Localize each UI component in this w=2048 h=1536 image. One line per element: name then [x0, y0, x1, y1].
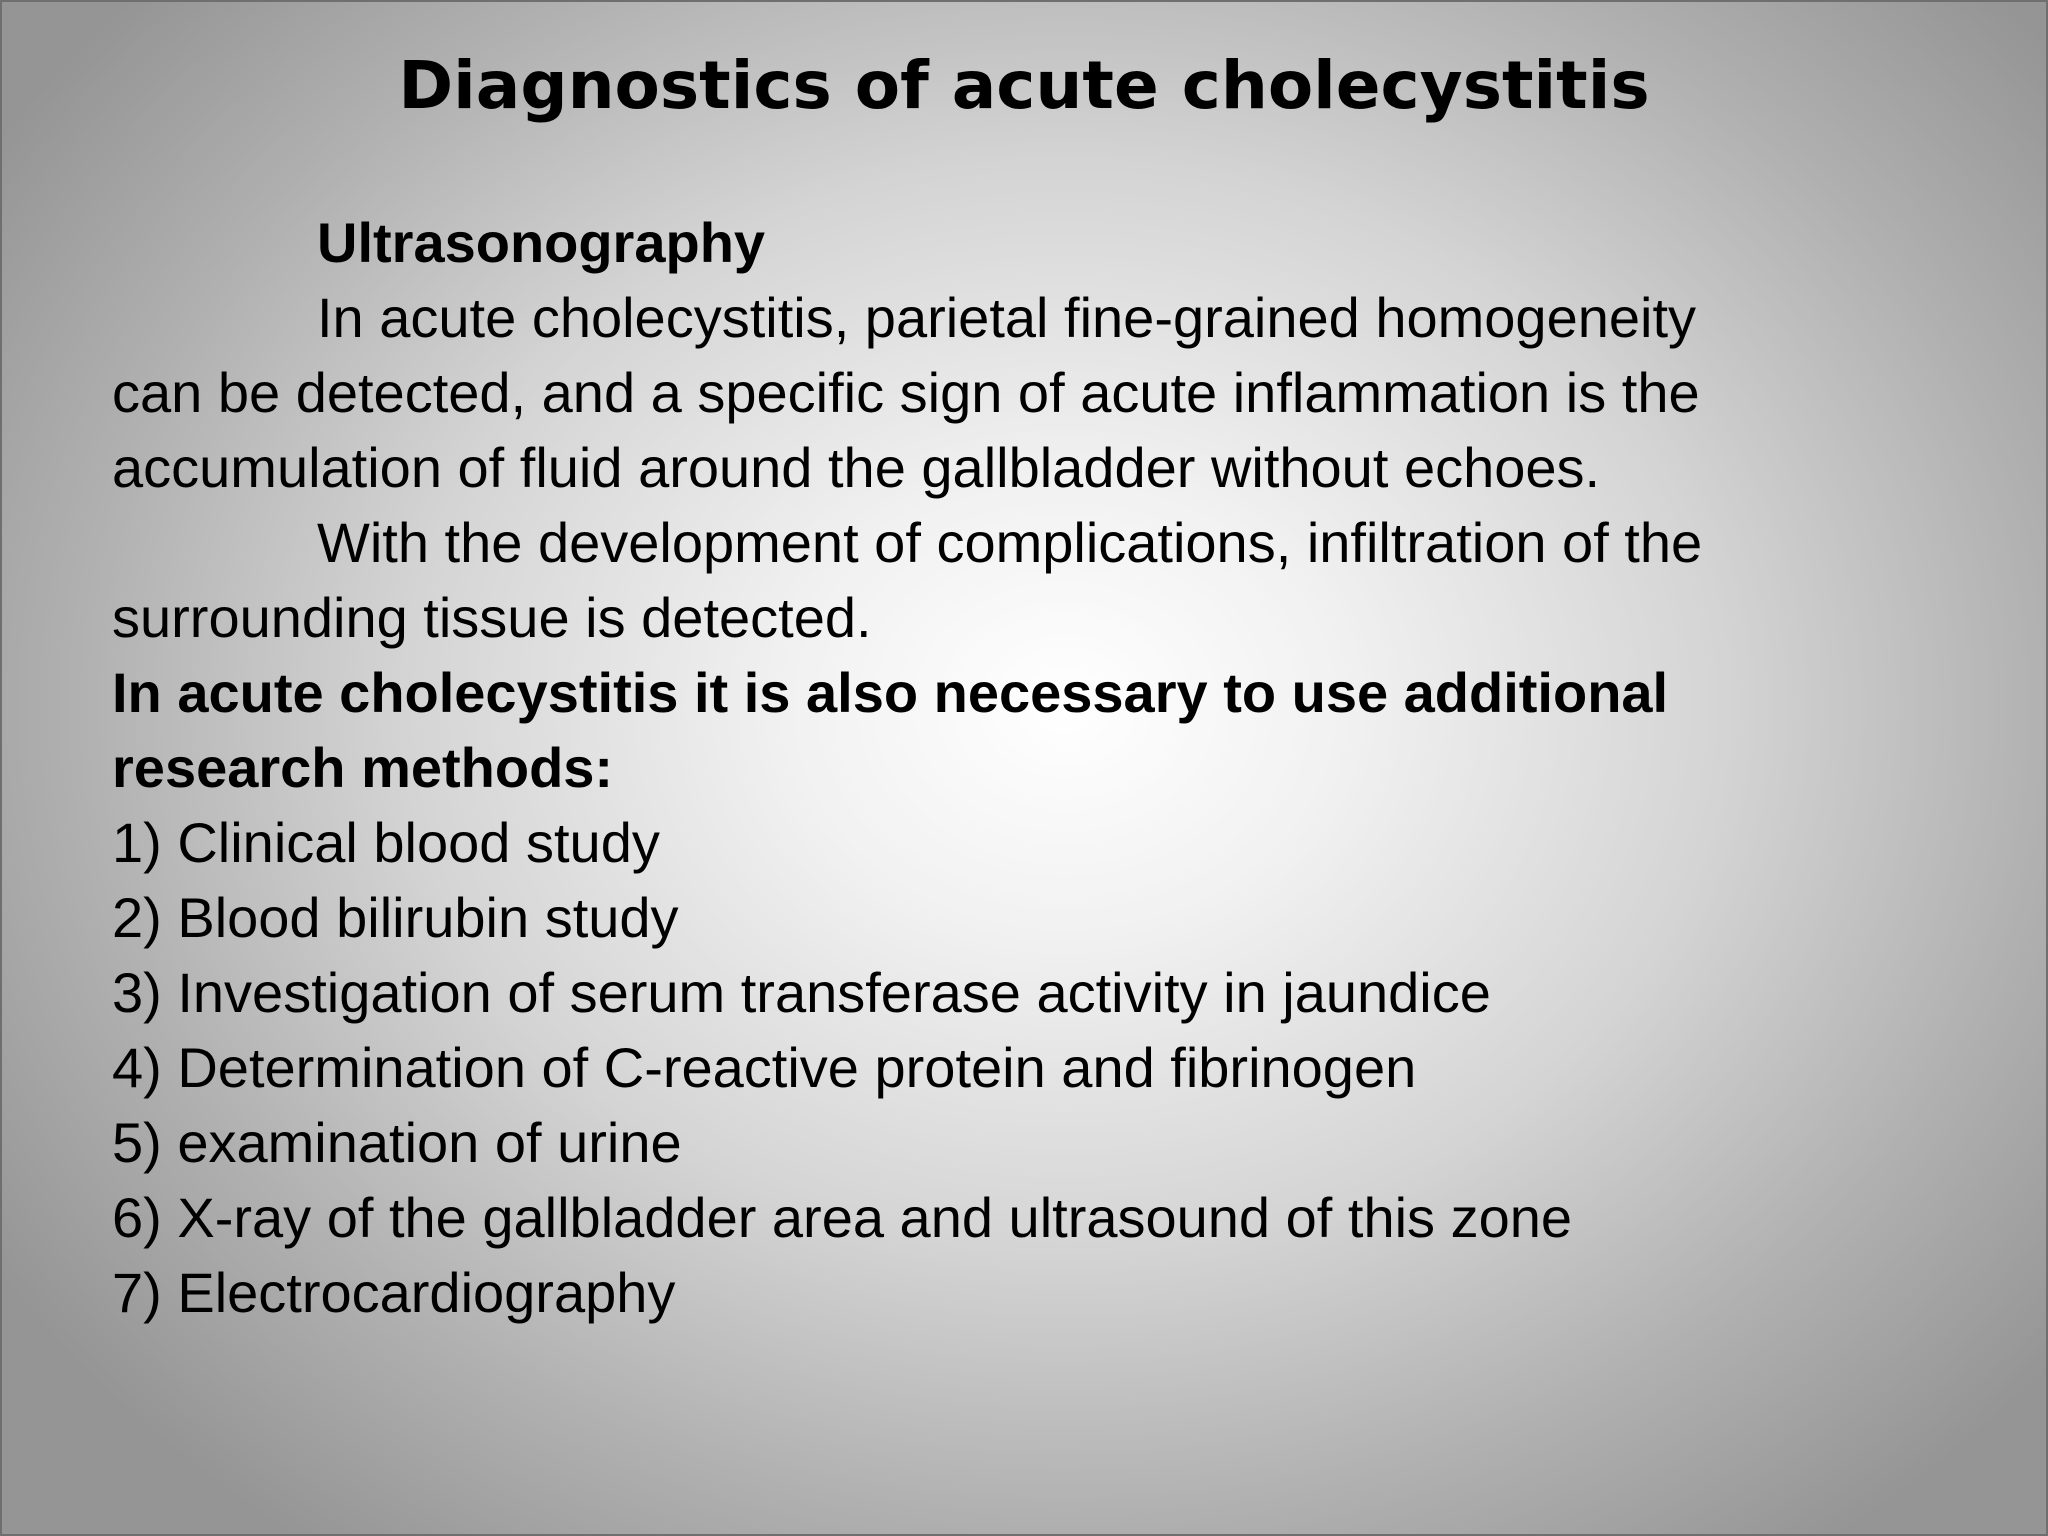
list-item-blood-bilirubin-study: 2) Blood bilirubin study	[112, 886, 679, 949]
list-item-c-reactive-protein: 4) Determination of C-reactive protein and fibrinogen	[112, 1036, 1417, 1099]
note-line-2: research methods:	[112, 736, 614, 799]
list-item-serum-transferase: 3) Investigation of serum transferase activity in jaundice	[112, 961, 1491, 1024]
ultrasonography-paragraph-1	[112, 280, 1972, 505]
slide-title: Diagnostics of acute cholecystitis	[398, 47, 1650, 124]
section-heading-ultrasonography: Ultrasonography	[317, 211, 766, 274]
paragraph-2-line-1: With the development of complications, infiltration of the	[317, 511, 1703, 574]
paragraph-1-line-1: In acute cholecystitis, parietal fine-grained homogeneity	[317, 286, 1696, 349]
list-item-clinical-blood-study: 1) Clinical blood study	[112, 811, 660, 874]
list-item-urine-examination: 5) examination of urine	[112, 1111, 682, 1174]
research-methods-list	[112, 805, 1972, 1330]
list-item-electrocardiography: 7) Electrocardiography	[112, 1261, 676, 1324]
paragraph-1-line-3: accumulation of fluid around the gallbladder without echoes.	[112, 436, 1601, 499]
additional-methods-note	[112, 655, 1972, 805]
list-item-xray-ultrasound: 6) X-ray of the gallbladder area and ultrasound of this zone	[112, 1186, 1573, 1249]
paragraph-2-line-2: surrounding tissue is detected.	[112, 586, 872, 649]
slide-body	[112, 205, 1972, 1330]
note-line-1: In acute cholecystitis it is also necessary to use additional	[112, 661, 1669, 724]
paragraph-1-line-2: can be detected, and a specific sign of acute inflammation is the	[112, 361, 1700, 424]
ultrasonography-paragraph-2	[112, 505, 1972, 655]
